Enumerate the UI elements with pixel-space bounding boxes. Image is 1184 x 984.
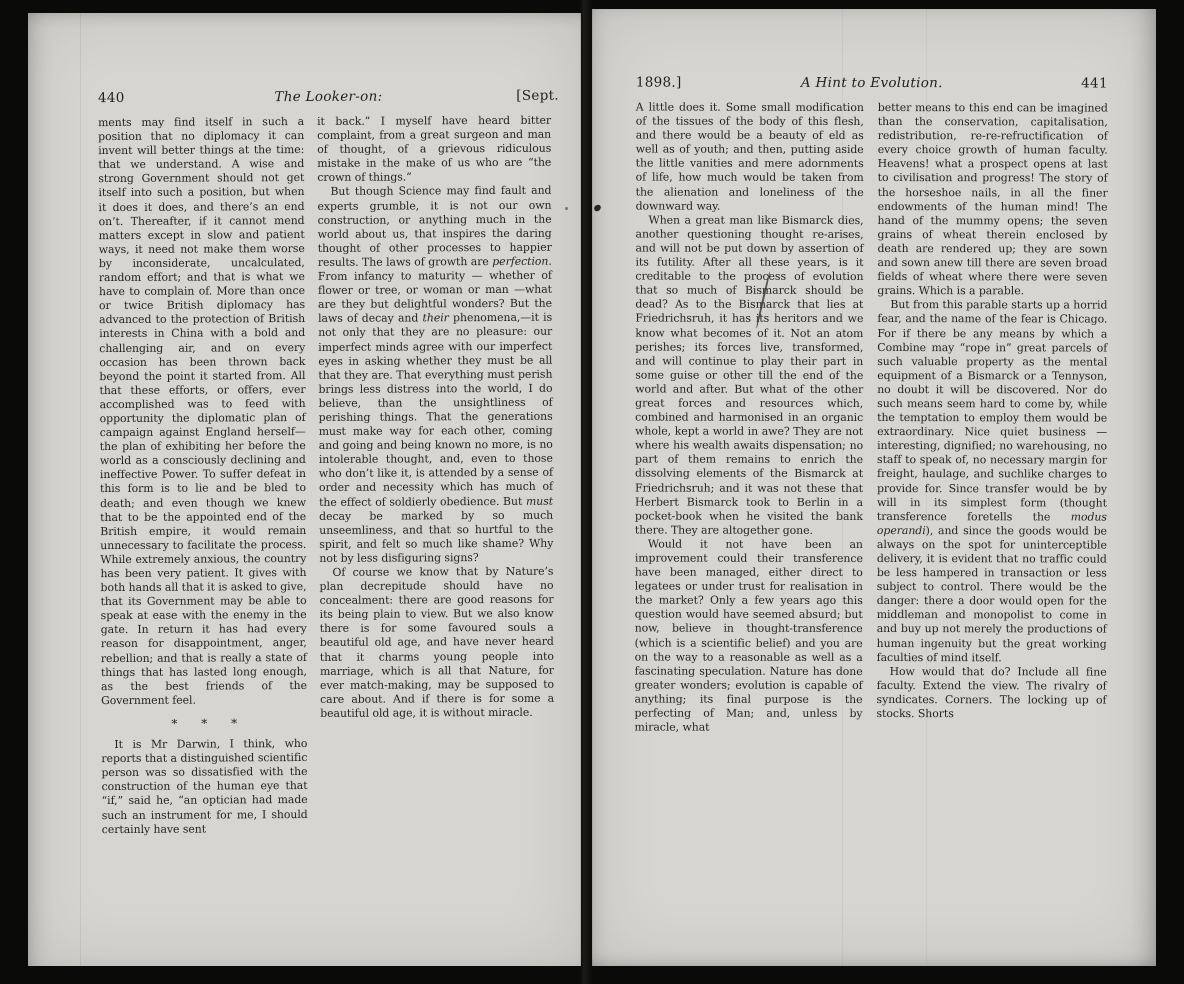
right-page-header [636,75,1108,92]
ink-speck-artifact [565,207,568,210]
paragraph: better means to this end can be imagined than the conservation, capitalisation, redistribution, re-re-refructification of every choice growth of human faculty. Heavens! what a prospect opens at last to civilisation and progress! The story of the horseshoe nails, in all the finer endowments of the human mind! The hand of the mummy opens; the seven grains of wheat therein enclosed by death are rendered up; they are sown and sown anew till there are seven broad fields of wheat where there were seven grains. Which is a parable. [877,101,1108,298]
left-page-content [28,13,581,966]
page-crease-line [80,13,81,966]
right-page [592,9,1156,966]
left-page-column-2 [317,114,555,836]
left-page-columns [98,114,563,837]
left-page-column-1 [98,115,308,837]
left-issue-label: [Sept. [516,87,559,104]
paragraph: Would it not have been an improvement could their transference have been managed, either direct to legatees or under trust for realisation in the market? Only a few years ago this question would have seemed absurd; but now, believe in thought-transference (which is a scientific belief) and you are on the way to a reasonable as well as a fascinating speculation. Nature has done greater wonders; evolution is capable of anything; its final purpose is the perfecting of Man; and, unless by miracle, what [634,537,863,734]
paragraph: It is Mr Darwin, I think, who reports that a distinguished scientific person was so dissatisfied with the construction of the human eye that “if,” said he, “an optician had made such an instrument for me, I should certainly have sent [101,737,308,836]
left-running-title: The Looker-on: [274,88,383,106]
paragraph: Of course we know that by Nature’s plan decrepitude should have no concealment: there are good reasons for its being plain to view. But we also know there is for some favoured souls a beautiful old age, and have never heard that it charms young people into marriage, which is all that Nature, for ever match-making, may be supposed to care about. And if there is for some a beautiful old age, it is without miracle. [319,564,555,720]
right-page-number: 441 [1081,75,1108,92]
book-gutter [580,0,593,984]
paragraph: But though Science may find fault and experts grumble, it is not our own construction, or anything much in the world about us, that inspires the daring thought of other processes to happier results. The laws of growth are perfection. From infancy to maturity — whether of flower or tree, or woman or man —what are they but delightful wonders? But the laws of decay and their phenomena,—it is not only that they are no pleasure: our imperfect minds agree with our imperfect eyes in asking whether they must be all that they are. That everything must perish brings less distress into the world, I do believe, than the unsightliness of perishing things. That the generations must make way for each other, coming and going and being known no more, is no intolerable thought, and, even to those who don’t like it, is attended by a sense of order and necessity which has much of the effect of soldierly obedience. But must decay be marked by so much unseemliness, and that so hurtful to the spirit, and felt so much like shame? Why not by less disfiguring signs? [317,184,554,565]
paragraph: A little does it. Some small modification of the tissues of the body of this flesh, and there would be a beauty of eld as well as of youth; and then, putting aside the little vanities and mere adornments of life, how much would be taken from the alienation and loneliness of the downward way. [635,100,864,213]
right-page-column-2 [876,101,1107,736]
right-page-columns [634,101,1107,736]
paragraph: When a great man like Bismarck dies, another questioning thought re-arises, and will not be put down by assertion of its futility. After all these years, is it creditable to the process of evolution that so much of Bismarck should be dead? As to the Bismarck that lies at Friedrichsruh, it has its heritors and we know what becomes of it. Not an atom perishes; its forces live, transformed, and will continue to play their part in some guise or other till the end of the world and after. But what of the other great forces and resources which, combined and harmonised in an organic whole, kept a world in awe? They are not where his wealth awaits dispensation; no part of them remains to enrich the dissolving elements of the Bismarck at Friedrichsruh; and it was not these that Herbert Bismarck took to Berlin in a pocket-book when he visited the bank there. They are altogether gone. [634,213,864,537]
left-page [28,13,581,966]
right-running-title: A Hint to Evolution. [800,74,943,92]
left-page-number: 440 [97,89,125,107]
paragraph: But from this parable starts up a horrid fear, and the name of the fear is Chicago. For if there be any means by which a Combine may “rope in” great parcels of such valuable property as the mental equipment of a Bismarck or a Tennyson, no doubt it will be discovered. Nor do such means seem hard to come by, while the temptation to employ them would be extraordinary. Nice quiet business — interesting, dignified; no warehousing, no staff to speak of, no necessary margin for freight, haulage, and suchlike charges to provide for. Since transfer would be by will in its simplest form (thought transference foretells the modus operandi), and since the goods would be always on the spot for uninterceptible delivery, it is evident that no traffic could be less hampered in transaction or less subject to control. There would be the danger: there a door would open for the middleman and monopolist to come in and buy up not merely the productions of human ingenuity but the great working faculties of mind itself. [876,298,1108,664]
section-separator: * * * [171,716,238,731]
right-page-content [592,9,1156,966]
right-page-column-1 [634,101,863,736]
page-crease-line [842,9,843,966]
paragraph: it back.” I myself have heard bitter complaint, from a great surgeon and man of thought, of a grievous ridiculous mistake in the make of us who are “the crown of things.” [317,113,552,185]
left-page-header [98,88,559,106]
page-crease-line [926,9,927,966]
paragraph: How would that do? Include all fine faculty. Extend the view. The rivalry of syndicates. Corners. The locking up of stocks. Shorts [876,664,1107,721]
right-issue-label: 1898.] [635,74,682,91]
paragraph: ments may find itself in such a position that no diplomacy it can invent will better things at the time: that we understand. A wise and strong Government should not get itself into such a position, but when it does it does, and there’s an end on’t. Thereafter, if it cannot mend matters except in slow and patient ways, it need not make them worse by inconsiderate, uncalculated, random effort; and that is what we have to complain of. More than once or twice British diplomacy has advanced to the protection of British interests in China with a bold and challenging air, and on every occasion has been thrown back beyond the point it started from. All that these efforts, or offers, ever accomplished was to feed with opportunity the diplomatic plan of campaign against England herself—the plan of exhibiting her before the world as a consciously declining and ineffective Power. To suffer defeat in this form is to lie and be bled to death; and even though we knew that to be the appointed end of the British empire, it would remain unnecessary to facilitate the process. While extremely anxious, the country has been very patient. It gives with both hands all that it is asked to give, that its Government may be able to speak at ease with the enemy in the gate. In return it has had every reason for disappointment, anger, rebellion; and that is really a state of things that has lasted long enough, as the best friends of the Government feel. [98,114,308,707]
